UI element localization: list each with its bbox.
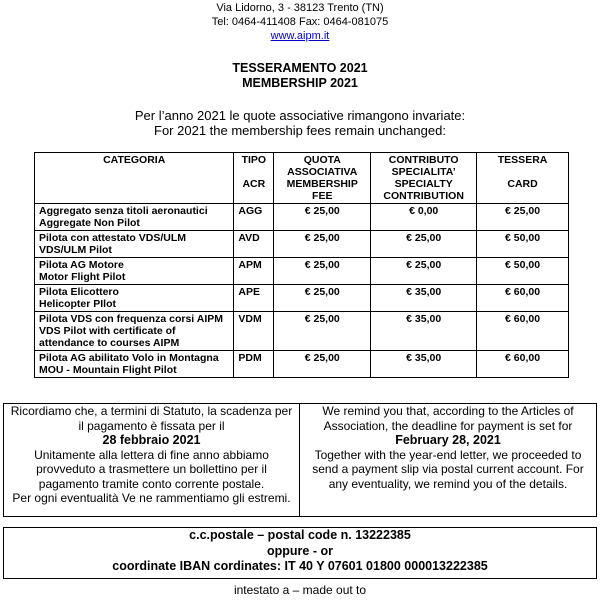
notice-it-date: 28 febbraio 2021 xyxy=(102,433,201,447)
row-category xyxy=(35,204,234,231)
notice-en-line1: We remind you that, according to the Articles of Association, the deadline for payment is set for xyxy=(322,404,574,433)
row-tipo: APM xyxy=(234,258,274,285)
title-en: MEMBERSHIP 2021 xyxy=(242,76,358,90)
fees-table xyxy=(34,152,569,378)
table-row xyxy=(35,312,569,351)
postal-code: c.c.postale – postal code n. 13222385 xyxy=(189,528,411,542)
row-quota: € 25,00 xyxy=(274,231,371,258)
address-phone: Tel: 0464-411408 Fax: 0464-081075 xyxy=(211,16,389,28)
notice-it-line3: Per ogni eventualità Ve ne rammentiamo gli estremi. xyxy=(12,491,291,505)
category-en: Aggregate Non Pilot xyxy=(39,217,140,229)
header-tipo-label: TIPO xyxy=(241,154,267,166)
category-it: Pilota VDS con frequenza corsi AIPM xyxy=(39,313,223,325)
header-contributo: CONTRIBUTO SPECIALITA’ SPECIALTY CONTRIBUTION xyxy=(371,153,477,204)
row-quota: € 25,00 xyxy=(274,351,371,378)
header-tessera xyxy=(477,153,569,204)
row-tessera: € 50,00 xyxy=(477,231,569,258)
category-it: Pilota AG Motore xyxy=(39,259,124,271)
row-category xyxy=(35,231,234,258)
category-it: Pilota con attestato VDS/ULM xyxy=(39,232,187,244)
header-categoria: CATEGORIA xyxy=(35,153,234,204)
header-tipo xyxy=(234,153,274,204)
category-en: Motor Flight Pilot xyxy=(39,271,126,283)
row-quota: € 25,00 xyxy=(274,258,371,285)
address-street: Via Lidorno, 3 - 38123 Trento (TN) xyxy=(216,2,384,14)
row-contributo: € 0,00 xyxy=(371,204,477,231)
row-category xyxy=(35,285,234,312)
row-contributo: € 25,00 xyxy=(371,258,477,285)
header-quota: QUOTA ASSOCIATIVA MEMBERSHIP FEE xyxy=(274,153,371,204)
row-quota: € 25,00 xyxy=(274,204,371,231)
row-contributo: € 35,00 xyxy=(371,312,477,351)
row-tessera: € 60,00 xyxy=(477,351,569,378)
row-quota: € 25,00 xyxy=(274,285,371,312)
iban: coordinate IBAN cordinates: IT 40 Y 07601 01800 000013222385 xyxy=(112,559,488,573)
row-tipo: AGG xyxy=(234,204,274,231)
document-title xyxy=(0,61,600,91)
intro-en: For 2021 the membership fees remain unchanged: xyxy=(154,123,446,138)
category-en: Helicopter PIlot xyxy=(39,298,117,310)
row-tessera: € 25,00 xyxy=(477,204,569,231)
website-link[interactable]: www.aipm.it xyxy=(270,30,330,42)
notice-en-date: February 28, 2021 xyxy=(395,433,501,447)
postal-box xyxy=(3,527,597,579)
notice-italian xyxy=(3,404,300,516)
category-en: VDS/ULM Pilot xyxy=(39,244,112,256)
table-row xyxy=(35,231,569,258)
row-tessera: € 60,00 xyxy=(477,312,569,351)
notice-en-line2: Together with the year-end letter, we proceeded to send a payment slip via postal current account. For any eventuality, we remind you of the details. xyxy=(312,447,584,491)
address-block xyxy=(0,1,600,43)
row-category xyxy=(35,258,234,285)
postal-or: oppure - or xyxy=(267,543,333,558)
row-contributo: € 35,00 xyxy=(371,285,477,312)
category-it: Pilota Elicottero xyxy=(39,286,119,298)
intro-text xyxy=(0,108,600,138)
table-header-row xyxy=(35,153,569,204)
category-en: VDS Pilot with certificate of attendance to courses AIPM xyxy=(39,325,180,349)
row-tipo: AVD xyxy=(234,231,274,258)
row-contributo: € 35,00 xyxy=(371,351,477,378)
row-tipo: VDM xyxy=(234,312,274,351)
notice-english xyxy=(300,404,597,516)
table-row xyxy=(35,258,569,285)
notice-it-line1: Ricordiamo che, a termini di Statuto, la scadenza per il pagamento è fissata per il xyxy=(10,404,293,433)
row-tessera: € 50,00 xyxy=(477,258,569,285)
table-row xyxy=(35,204,569,231)
header-tessera-label: TESSERA xyxy=(497,154,548,166)
row-category xyxy=(35,351,234,378)
title-it: TESSERAMENTO 2021 xyxy=(232,61,368,75)
made-out-to: intestato a – made out to xyxy=(233,583,367,597)
category-en: MOU - Mountain Flight Pilot xyxy=(39,364,177,376)
intro-it: Per l’anno 2021 le quote associative rimangono invariate: xyxy=(134,108,466,123)
row-quota: € 25,00 xyxy=(274,312,371,351)
table-row xyxy=(35,351,569,378)
row-category xyxy=(35,312,234,351)
category-it: Pilota AG abilitato Volo in Montagna xyxy=(39,352,219,364)
table-row xyxy=(35,285,569,312)
notice-it-line2: Unitamente alla lettera di fine anno abbiamo provveduto a trasmettere un bollettino per il pagamento tramite conto corrente postale. xyxy=(34,447,269,491)
row-tipo: PDM xyxy=(234,351,274,378)
category-it: Aggregato senza titoli aeronautici xyxy=(39,205,208,217)
header-tessera-sub: CARD xyxy=(507,178,538,190)
row-contributo: € 25,00 xyxy=(371,231,477,258)
row-tipo: APE xyxy=(234,285,274,312)
row-tessera: € 60,00 xyxy=(477,285,569,312)
payment-notice xyxy=(3,403,597,517)
header-tipo-sub: ACR xyxy=(242,178,266,190)
